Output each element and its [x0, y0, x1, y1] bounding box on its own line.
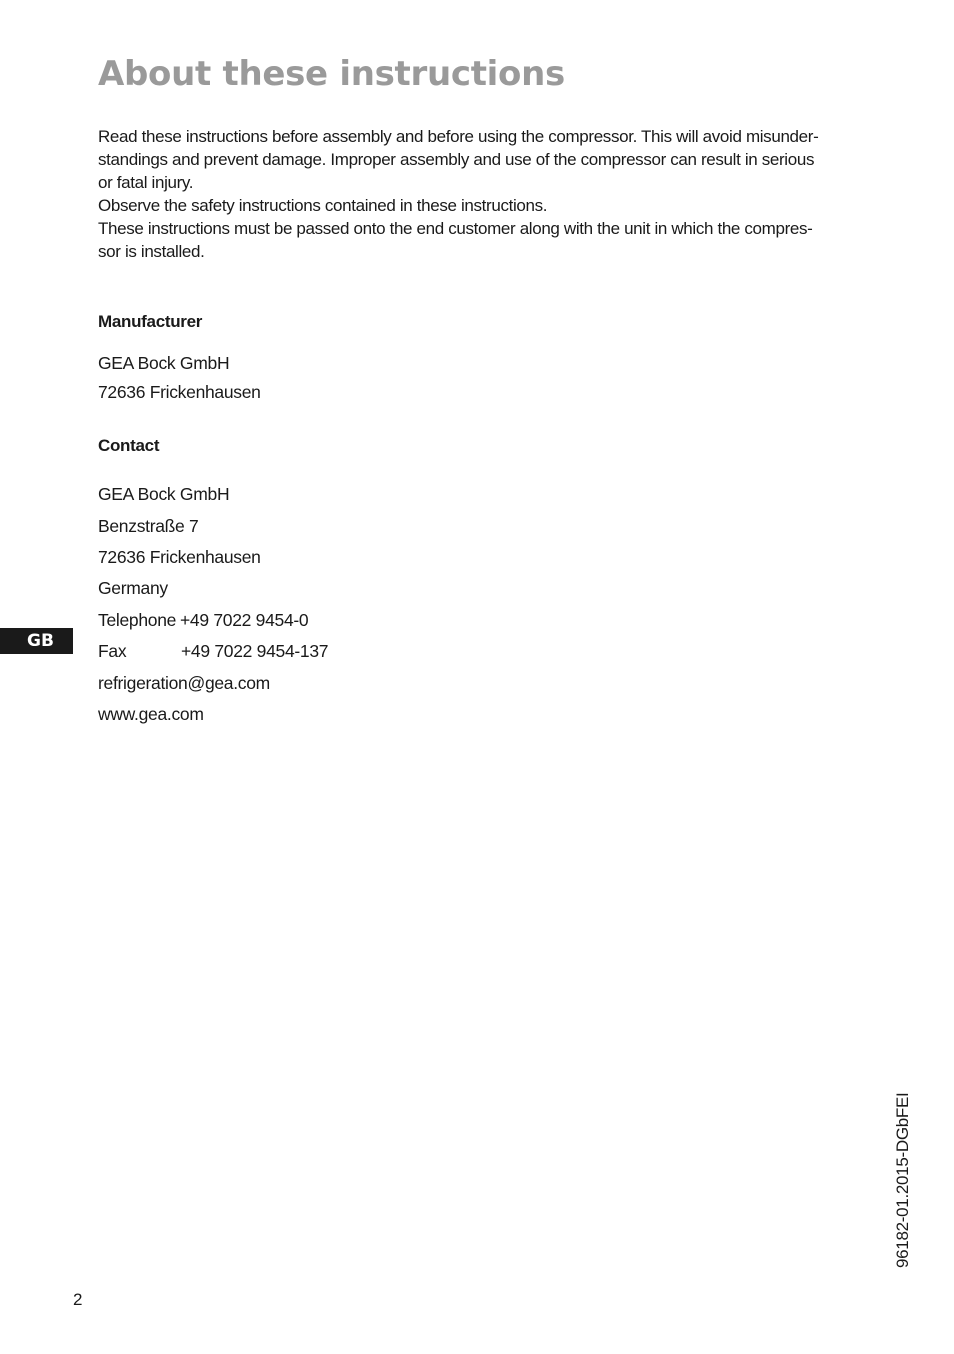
contact-telephone	[98, 610, 308, 631]
contact-name: GEA Bock GmbH	[98, 484, 230, 504]
intro-paragraph	[98, 125, 862, 263]
contact-country: Germany	[98, 578, 168, 598]
fax-label: Fax	[98, 641, 127, 661]
manufacturer-name: GEA Bock GmbH	[98, 353, 230, 373]
page-number: 2	[73, 1290, 83, 1309]
intro-line: sor is installed.	[98, 242, 205, 261]
contact-heading: Contact	[98, 436, 160, 455]
contact-email[interactable]: refrigeration@gea.com	[98, 673, 270, 693]
document-number: 96182-01.2015-DGbFEI	[893, 1092, 912, 1268]
language-tab: GB	[0, 628, 73, 654]
contact-city: 72636 Frickenhausen	[98, 547, 261, 567]
intro-line: These instructions must be passed onto the end customer along with the unit in which the compres-	[98, 219, 813, 238]
intro-line: standings and prevent damage. Improper assembly and use of the compressor can result in serious	[98, 150, 815, 169]
intro-line: Read these instructions before assembly and before using the compressor. This will avoid misunder-	[98, 127, 819, 146]
contact-street: Benzstraße 7	[98, 516, 199, 536]
intro-line: Observe the safety instructions contained in these instructions.	[98, 196, 548, 215]
contact-fax	[98, 641, 328, 662]
telephone-value: +49 7022 9454-0	[180, 610, 309, 630]
manufacturer-heading: Manufacturer	[98, 312, 203, 331]
telephone-label: Telephone	[98, 610, 177, 630]
fax-value: +49 7022 9454-137	[181, 641, 329, 661]
contact-website[interactable]: www.gea.com	[98, 704, 204, 724]
intro-line: or fatal injury.	[98, 173, 194, 192]
manufacturer-city: 72636 Frickenhausen	[98, 382, 261, 402]
page-title: About these instructions	[98, 54, 565, 94]
